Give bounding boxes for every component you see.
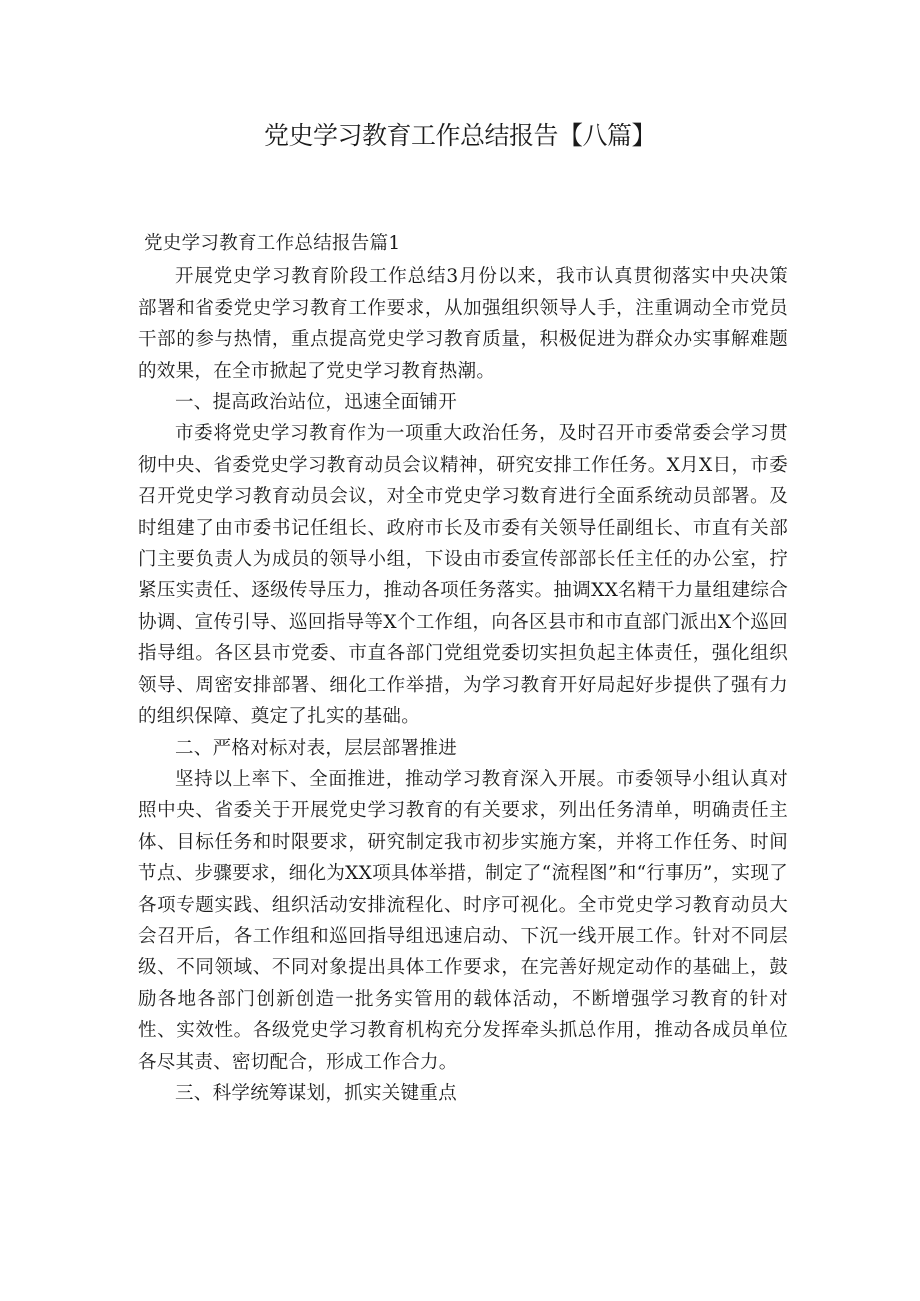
section-heading: 一、提高政治站位，迅速全面铺开 bbox=[175, 392, 458, 414]
paragraph: 开展党史学习教育阶段工作总结3月份以来，我市认真贯彻落实中央决策部署和省委党史学习教育工作要求，从加强组织领导人手，注重调动全市党员干部的参与热情，重点提高党史学习教育质量，积极促进为群众办实事解难题的效果，在全市掀起了党史学习教育热潮。 bbox=[138, 266, 788, 382]
section-heading: 二、严格对标对表，层层部署推进 bbox=[175, 737, 458, 759]
document-title: 党史学习教育工作总结报告【八篇】 bbox=[263, 121, 656, 150]
document-body bbox=[138, 228, 788, 1109]
paragraph: 市委将党史学习教育作为一项重大政治任务，及时召开市委常委会学习贯彻中央、省委党史学习教育动员会议精神，研究安排工作任务。X月X日，市委召开党史学习教育动员会议，对全市党史学习数育进行全面系统动员部署。及时组建了由市委书记任组长、政府市长及市委有关领导任副组长、市直有关部门主要负责人为成员的领导小组，下设由市委宣传部部长任主任的办公室，拧紧压实责任、逐级传导压力，推动各项任务落实。抽调XX名精干力量组建综合协调、宣传引导、巡回指导等X个工作组，向各区县市和市直部门派出X个巡回指导组。各区县市党委、市直各部门党组党委切实担负起主体责任，强化组织领导、周密安排部署、细化工作举措，为学习教育开好局起好步提供了强有力的组织保障、奠定了扎实的基础。 bbox=[138, 423, 788, 728]
section-heading: 三、科学统筹谋划，抓实关键重点 bbox=[175, 1082, 458, 1104]
paragraph: 坚持以上率下、全面推进，推动学习教育深入开展。市委领导小组认真对照中央、省委关于开展党史学习教育的有关要求，列出任务清单，明确责任主体、目标任务和时限要求，研究制定我市初步实施方案，并将工作任务、时间节点、步骤要求，细化为XX项具体举措，制定了“流程图”和“行事历”，实现了各项专题实践、组织活动安排流程化、时序可视化。全市党史学习教育动员大会召开后，各工作组和巡回指导组迅速启动、下沉一线开展工作。针对不同层级、不同领域、不同对象提出具体工作要求，在完善好规定动作的基础上，鼓励各地各部门创新创造一批务实管用的载体活动，不断增强学习教育的针对性、实效性。各级党史学习教育机构充分发挥牵头抓总作用，推动各成员单位各尽其责、密切配合，形成工作合力。 bbox=[138, 768, 788, 1073]
section-subtitle: 党史学习教育工作总结报告篇1 bbox=[144, 233, 401, 254]
